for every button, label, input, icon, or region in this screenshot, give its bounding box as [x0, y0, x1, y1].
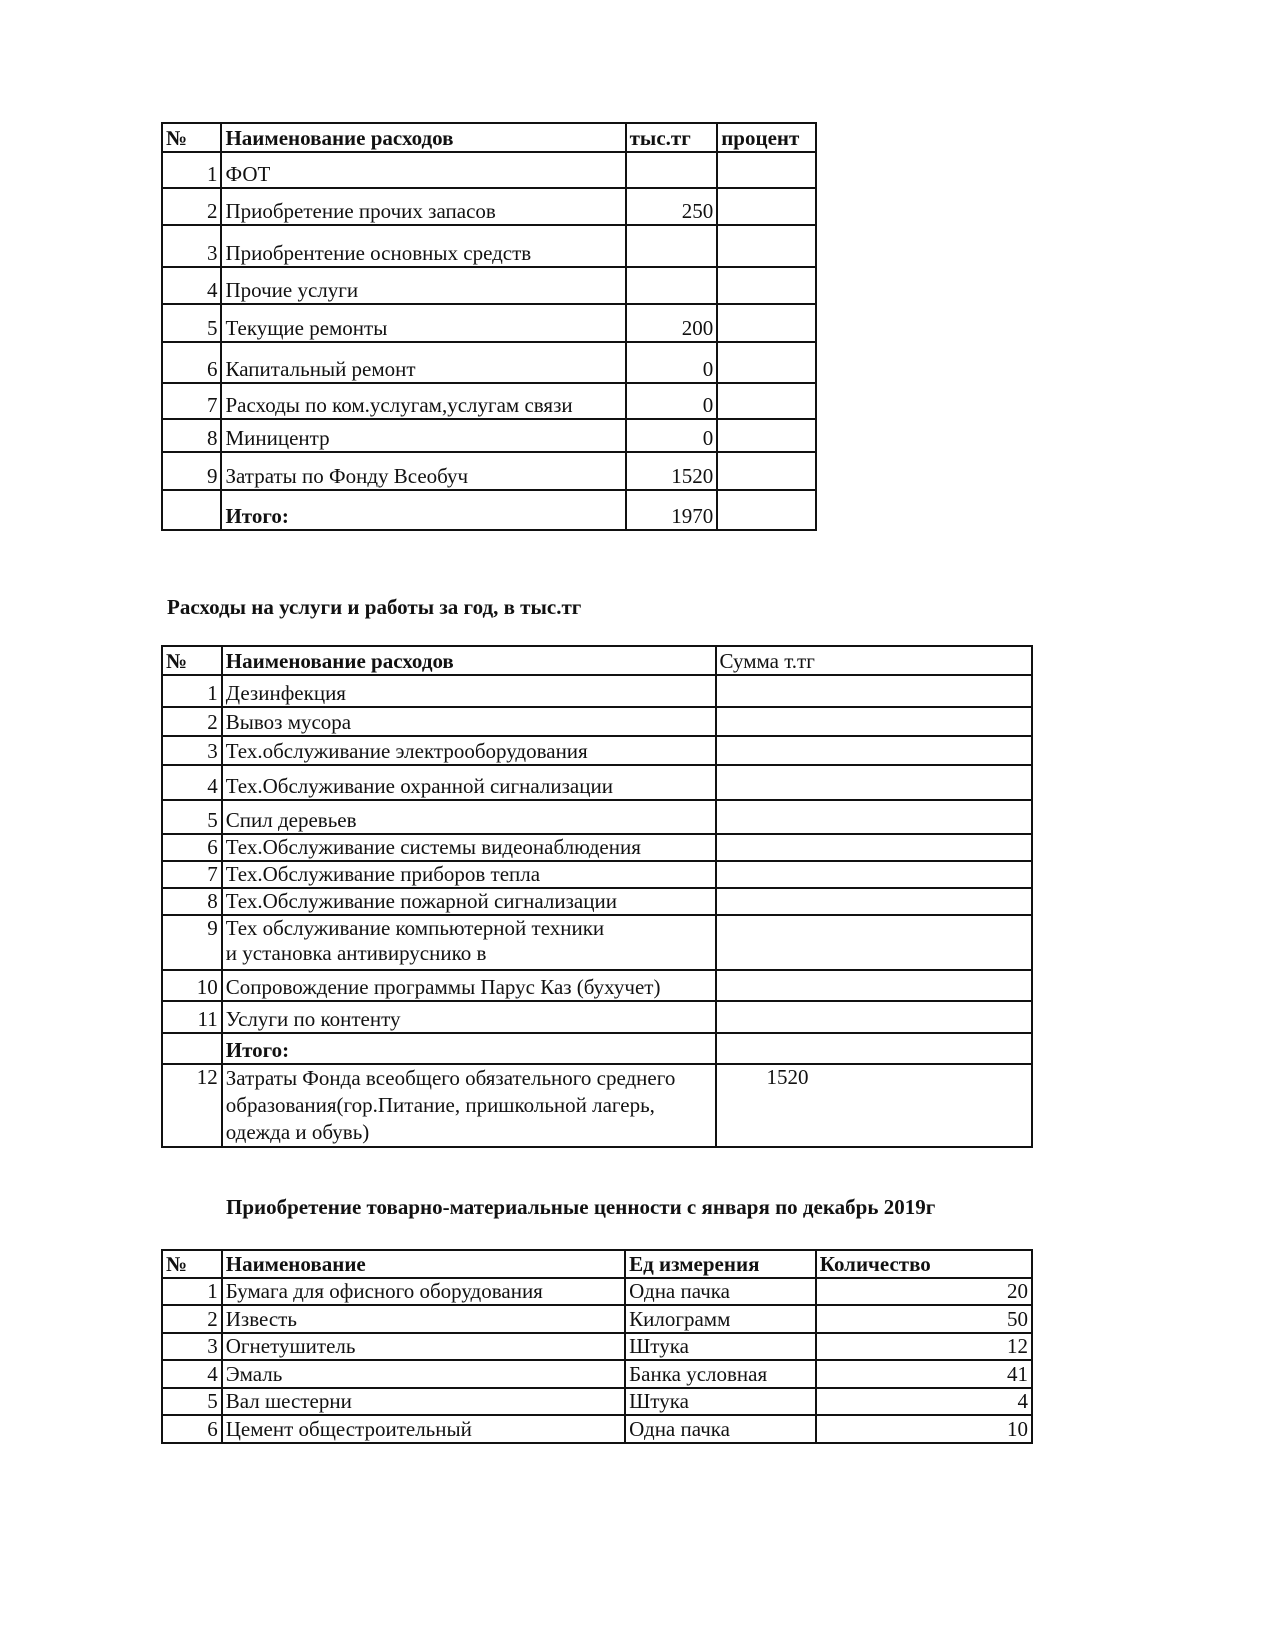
row-number: 8: [162, 419, 221, 452]
row-percent: [717, 152, 816, 188]
row-name-line-2: образования(гор.Питание, пришкольной лагерь,: [225, 1093, 655, 1117]
row-name: ФОТ: [221, 152, 625, 188]
row-number: 9: [162, 915, 222, 970]
table-row: [162, 834, 1032, 861]
row-amount: [626, 152, 718, 188]
row-name: Вывоз мусора: [222, 707, 716, 736]
table-header-row: [162, 1250, 1032, 1278]
header-sum: Сумма т.тг: [716, 646, 1033, 675]
row-name: Дезинфекция: [222, 675, 716, 707]
row-name: Затраты по Фонду Всеобуч: [221, 452, 625, 490]
table-header-row: [162, 646, 1032, 675]
table-row: [162, 800, 1032, 834]
expenses-table: [161, 122, 817, 531]
table-row: [162, 888, 1032, 915]
total-sum: [716, 1033, 1033, 1064]
row-number: 12: [162, 1064, 222, 1147]
row-unit: Одна пачка: [625, 1278, 816, 1305]
row-name: Огнетушитель: [222, 1333, 625, 1360]
row-quantity: 41: [816, 1360, 1032, 1388]
row-number: 2: [162, 1305, 222, 1333]
row-unit: Одна пачка: [625, 1415, 816, 1443]
row-name: Расходы по ком.услугам,услугам связи: [221, 383, 625, 419]
table-row: [162, 304, 816, 342]
table-row: [162, 765, 1032, 800]
row-name: Вал шестерни: [222, 1388, 625, 1415]
row-sum: [716, 888, 1033, 915]
row-percent: [717, 383, 816, 419]
row-amount: [626, 267, 718, 304]
table-row: [162, 970, 1032, 1001]
table-row: [162, 267, 816, 304]
row-number: [162, 1033, 222, 1064]
row-number: 3: [162, 225, 221, 267]
header-number: №: [162, 1250, 222, 1278]
row-percent: [717, 304, 816, 342]
table-row: [162, 1388, 1032, 1415]
row-sum: [716, 1064, 1033, 1147]
row-name: Текущие ремонты: [221, 304, 625, 342]
row-number: [162, 490, 221, 530]
row-name: Бумага для офисного оборудования: [222, 1278, 625, 1305]
row-sum: [716, 834, 1033, 861]
total-label: Итого:: [222, 1033, 716, 1064]
row-name: Спил деревьев: [222, 800, 716, 834]
table-row: [162, 1360, 1032, 1388]
row-number: 7: [162, 383, 221, 419]
row-number: 9: [162, 452, 221, 490]
row-number: 3: [162, 1333, 222, 1360]
table-row: [162, 736, 1032, 765]
row-number: 8: [162, 888, 222, 915]
row-amount: 0: [626, 419, 718, 452]
services-heading: Расходы на услуги и работы за год, в тыс.тг: [167, 595, 582, 619]
row-number: 4: [162, 267, 221, 304]
row-sum: [716, 800, 1033, 834]
table-row: [162, 1305, 1032, 1333]
row-sum: [716, 915, 1033, 970]
row-number: 5: [162, 304, 221, 342]
table-row: [162, 861, 1032, 888]
table-row: [162, 1001, 1032, 1033]
header-number: №: [162, 123, 221, 152]
total-label: Итого:: [221, 490, 625, 530]
table-row: [162, 707, 1032, 736]
table-row: [162, 1278, 1032, 1305]
total-percent: [717, 490, 816, 530]
row-number: 3: [162, 736, 222, 765]
row-name-line-1: Тех обслуживание компьютерной техники: [225, 916, 605, 940]
row-name: Тех.Обслуживание приборов тепла: [222, 861, 716, 888]
row-number: 10: [162, 970, 222, 1001]
row-name: Эмаль: [222, 1360, 625, 1388]
row-unit: Штука: [625, 1333, 816, 1360]
row-name: Миницентр: [221, 419, 625, 452]
row-name-line-1: Затраты Фонда всеобщего обязательного среднего: [225, 1066, 676, 1090]
row-amount: 200: [626, 304, 718, 342]
table-row: [162, 225, 816, 267]
row-name: Тех.Обслуживание охранной сигнализации: [222, 765, 716, 800]
table-row: [162, 1415, 1032, 1443]
table-row: [162, 675, 1032, 707]
row-sum: [716, 675, 1033, 707]
table-header-row: [162, 123, 816, 152]
header-quantity: Количество: [816, 1250, 1032, 1278]
row-unit: Банка условная: [625, 1360, 816, 1388]
row-percent: [717, 342, 816, 383]
row-sum: [716, 765, 1033, 800]
header-percent: процент: [717, 123, 816, 152]
row-number: 2: [162, 188, 221, 225]
row-quantity: 4: [816, 1388, 1032, 1415]
header-item-name: Наименование: [222, 1250, 625, 1278]
row-amount: [626, 225, 718, 267]
row-percent: [717, 419, 816, 452]
row-number: 6: [162, 834, 222, 861]
table-row: [162, 915, 1032, 970]
row-sum: [716, 970, 1033, 1001]
row-amount: 0: [626, 342, 718, 383]
row-name: Приобретение прочих запасов: [221, 188, 625, 225]
services-table: [161, 645, 1033, 1148]
row-percent: [717, 452, 816, 490]
table-row: [162, 342, 816, 383]
row-sum-value: 1520: [766, 1065, 809, 1089]
table-row: [162, 383, 816, 419]
row-percent: [717, 267, 816, 304]
row-name: Цемент общестроительный: [222, 1415, 625, 1443]
row-unit: Килограмм: [625, 1305, 816, 1333]
row-number: 5: [162, 1388, 222, 1415]
row-name: Сопровождение программы Парус Каз (бухучет): [222, 970, 716, 1001]
row-number: 4: [162, 765, 222, 800]
row-number: 6: [162, 342, 221, 383]
row-amount: 0: [626, 383, 718, 419]
row-number: 2: [162, 707, 222, 736]
row-amount: 1520: [626, 452, 718, 490]
row-number: 7: [162, 861, 222, 888]
row-name: Капитальный ремонт: [221, 342, 625, 383]
row-sum: [716, 707, 1033, 736]
row-number: 6: [162, 1415, 222, 1443]
row-name-line-3: одежда и обувь): [225, 1120, 370, 1144]
total-row: [162, 1033, 1032, 1064]
row-quantity: 10: [816, 1415, 1032, 1443]
table-row: [162, 419, 816, 452]
row-amount: 250: [626, 188, 718, 225]
row-name: Тех.обслуживание электрооборудования: [222, 736, 716, 765]
row-name: Известь: [222, 1305, 625, 1333]
materials-table: [161, 1249, 1033, 1444]
table-row: [162, 152, 816, 188]
row-name-line-2: и установка антивируснико в: [225, 941, 487, 965]
row-unit: Штука: [625, 1388, 816, 1415]
row-percent: [717, 188, 816, 225]
row-sum: [716, 736, 1033, 765]
row-number: 1: [162, 1278, 222, 1305]
row-name: Приобрентение основных средств: [221, 225, 625, 267]
table-row: [162, 188, 816, 225]
row-name: [222, 1064, 716, 1147]
table-row: [162, 1333, 1032, 1360]
header-unit: Ед измерения: [625, 1250, 816, 1278]
total-amount: 1970: [626, 490, 718, 530]
row-number: 1: [162, 152, 221, 188]
header-expense-name: Наименование расходов: [222, 646, 716, 675]
row-percent: [717, 225, 816, 267]
row-number: 4: [162, 1360, 222, 1388]
row-quantity: 12: [816, 1333, 1032, 1360]
table-row: [162, 1064, 1032, 1147]
row-name: [222, 915, 716, 970]
row-name: Услуги по контенту: [222, 1001, 716, 1033]
row-sum: [716, 1001, 1033, 1033]
row-name: Тех.Обслуживание пожарной сигнализации: [222, 888, 716, 915]
row-sum: [716, 861, 1033, 888]
materials-heading: Приобретение товарно-материальные ценности с января по декабрь 2019г: [226, 1195, 936, 1219]
row-quantity: 20: [816, 1278, 1032, 1305]
header-amount: тыс.тг: [626, 123, 718, 152]
row-number: 11: [162, 1001, 222, 1033]
table-row: [162, 452, 816, 490]
header-expense-name: Наименование расходов: [221, 123, 625, 152]
header-number: №: [162, 646, 222, 675]
row-name: Прочие услуги: [221, 267, 625, 304]
total-row: [162, 490, 816, 530]
row-number: 1: [162, 675, 222, 707]
row-name: Тех.Обслуживание системы видеонаблюдения: [222, 834, 716, 861]
row-quantity: 50: [816, 1305, 1032, 1333]
row-number: 5: [162, 800, 222, 834]
